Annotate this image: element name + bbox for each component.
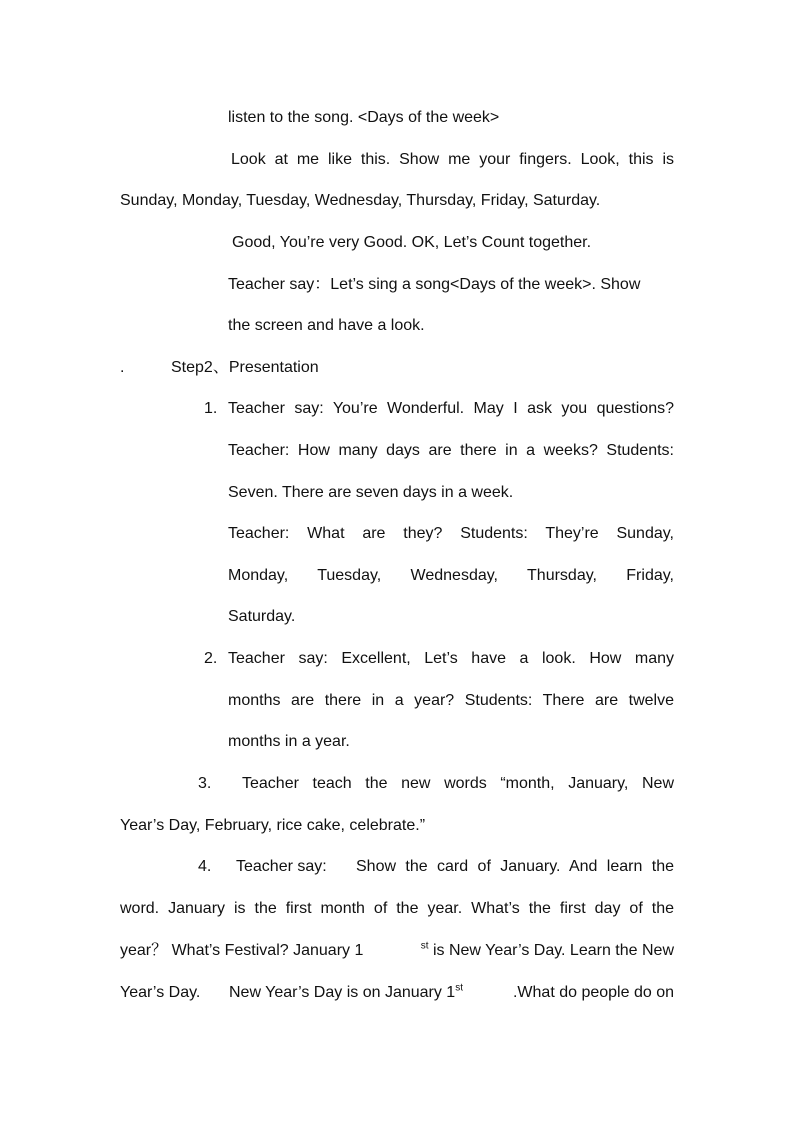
text-line <box>120 941 674 961</box>
text-line: Monday, Tuesday, Wednesday, Thursday, Friday, <box>228 567 674 584</box>
text-line: Look at me like this. Show me your fingers. Look, this is <box>231 151 674 168</box>
text-line: Seven. There are seven days in a week. <box>228 484 514 501</box>
text-line: Teacher say: <box>236 858 327 875</box>
text-line: Saturday. <box>228 608 296 625</box>
text-line: Teacher say: You’re Wonderful. May I ask you questions? <box>228 400 674 417</box>
text-fragment <box>421 941 674 961</box>
section-heading: Step2、Presentation <box>171 359 319 376</box>
text-line: Good, You’re very Good. OK, Let’s Count together. <box>232 234 592 251</box>
text-line: Show the card of January. And learn the <box>356 858 674 875</box>
text-fragment: New Year’s Day is on January 1 <box>229 984 456 1001</box>
text-fragment: is New Year’s Day. Learn the New <box>428 942 674 959</box>
text-line: word. January is the first month of the year. What’s the first day of the <box>120 900 674 917</box>
text-line: Year’s Day. <box>120 984 201 1001</box>
text-fragment: year？ What’s Festival? January 1 <box>120 942 364 959</box>
text-line: the screen and have a look. <box>228 317 425 334</box>
text-line: Teacher say：Let’s sing a song<Days of the week>. Show <box>228 276 641 293</box>
text-line: Teacher: How many days are there in a weeks? Students: <box>228 442 674 459</box>
text-fragment: .What do people do on <box>512 984 674 1001</box>
text-line: Teacher teach the new words “month, January, New <box>242 775 674 792</box>
list-number: 4. <box>198 858 212 875</box>
text-line: Year’s Day, February, rice cake, celebrate.” <box>120 817 426 834</box>
text-line: months are there in a year? Students: There are twelve <box>228 692 674 709</box>
text-line: Sunday, Monday, Tuesday, Wednesday, Thursday, Friday, Saturday. <box>120 192 601 209</box>
text-line: listen to the song. <Days of the week> <box>228 109 500 126</box>
superscript: st <box>455 982 463 994</box>
text-line <box>229 983 674 1003</box>
text-line: Teacher: What are they? Students: They’re Sunday, <box>228 525 674 542</box>
text-fragment <box>229 983 463 1003</box>
list-number: 1. <box>204 400 218 417</box>
superscript: st <box>420 940 429 952</box>
text-line: months in a year. <box>228 733 350 750</box>
list-bullet: . <box>120 359 125 376</box>
list-number: 2. <box>204 650 218 667</box>
list-number: 3. <box>198 775 212 792</box>
text-line: Teacher say: Excellent, Let’s have a look. How many <box>228 650 674 667</box>
